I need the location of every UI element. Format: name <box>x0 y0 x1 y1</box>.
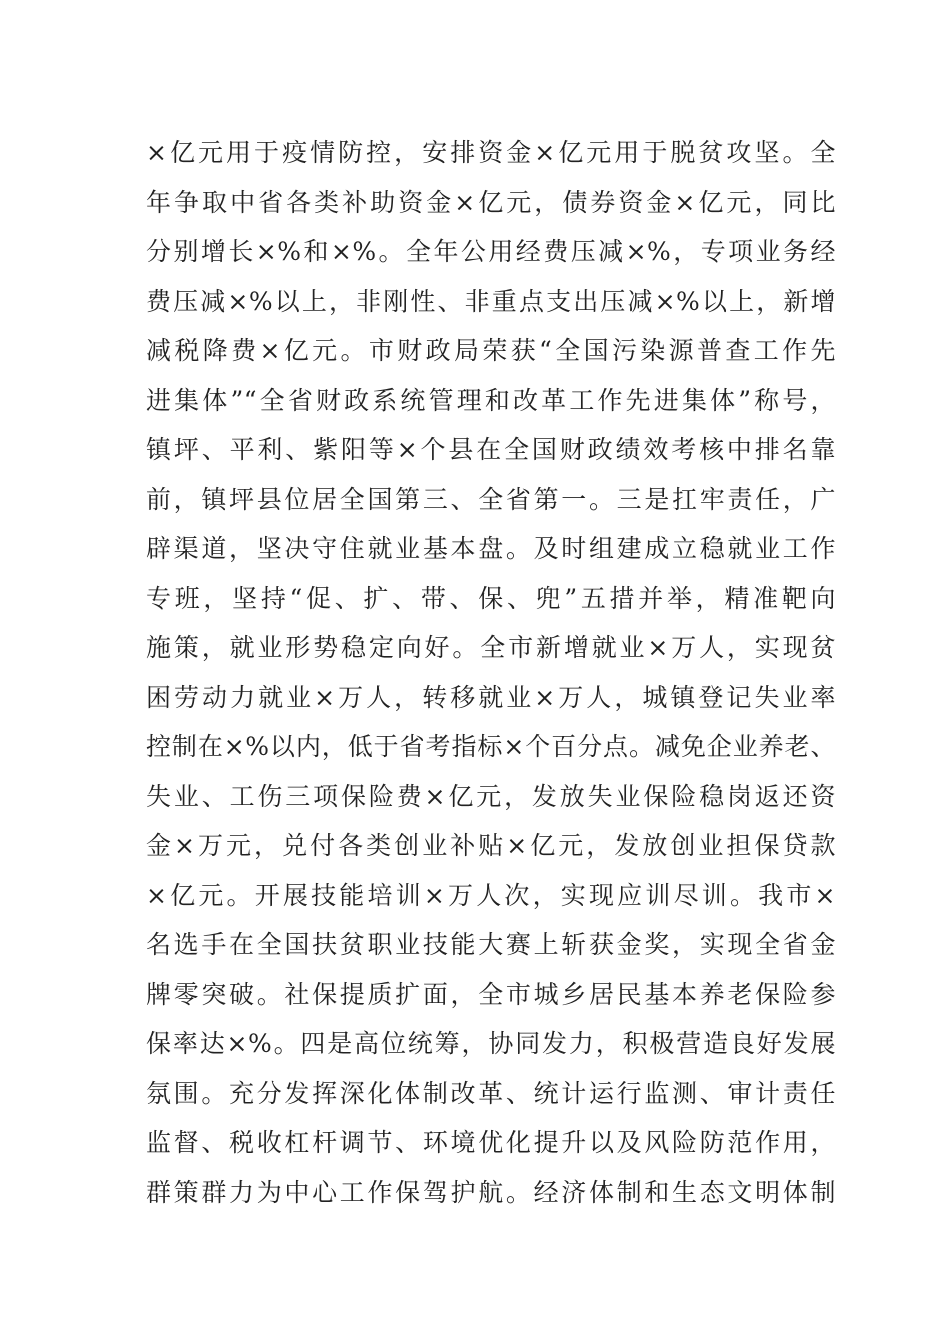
text-line: 年争取中省各类补助资金×亿元，债券资金×亿元，同比 <box>146 187 836 217</box>
text-line: 进集体”“全省财政系统管理和改革工作先进集体”称号， <box>146 385 836 415</box>
text-line: 分别增长×%和×%。全年公用经费压减×%，专项业务经 <box>146 237 836 266</box>
text-line: 施策，就业形势稳定向好。全市新增就业×万人，实现贫 <box>146 633 836 662</box>
text-line: 名选手在全国扶贫职业技能大赛上斩获金奖，实现全省金 <box>146 930 836 959</box>
text-line: ×亿元用于疫情防控，安排资金×亿元用于脱贫攻坚。全 <box>146 138 836 167</box>
text-line: 困劳动力就业×万人，转移就业×万人，城镇登记失业率 <box>146 682 836 712</box>
text-line: ×亿元。开展技能培训×万人次，实现应训尽训。我市× <box>146 880 836 910</box>
text-line: 牌零突破。社保提质扩面，全市城乡居民基本养老保险参 <box>146 979 836 1009</box>
text-line: 控制在×%以内，低于省考指标×个百分点。减免企业养老、 <box>146 732 836 761</box>
text-line: 辟渠道，坚决守住就业基本盘。及时组建成立稳就业工作 <box>146 534 836 563</box>
text-line: 失业、工伤三项保险费×亿元，发放失业保险稳岗返还资 <box>146 781 836 811</box>
text-line: 监督、税收杠杆调节、环境优化提升以及风险防范作用， <box>146 1128 836 1157</box>
text-line: 保率达×%。四是高位统筹，协同发力，积极营造良好发展 <box>146 1029 836 1058</box>
text-line: 氛围。充分发挥深化体制改革、统计运行监测、审计责任 <box>146 1078 836 1108</box>
text-line: 减税降费×亿元。市财政局荣获“全国污染源普查工作先 <box>146 336 836 365</box>
text-line: 群策群力为中心工作保驾护航。经济体制和生态文明体制 <box>146 1177 836 1207</box>
text-line: 费压减×%以上，非刚性、非重点支出压减×%以上，新增 <box>146 286 836 316</box>
text-line: 前，镇坪县位居全国第三、全省第一。三是扛牢责任，广 <box>146 484 836 514</box>
body-text <box>146 128 836 1217</box>
text-line: 专班，坚持“促、扩、带、保、兜”五措并举，精准靶向 <box>146 583 836 613</box>
text-line: 金×万元，兑付各类创业补贴×亿元，发放创业担保贷款 <box>146 831 836 860</box>
text-line: 镇坪、平利、紫阳等×个县在全国财政绩效考核中排名靠 <box>146 435 836 464</box>
